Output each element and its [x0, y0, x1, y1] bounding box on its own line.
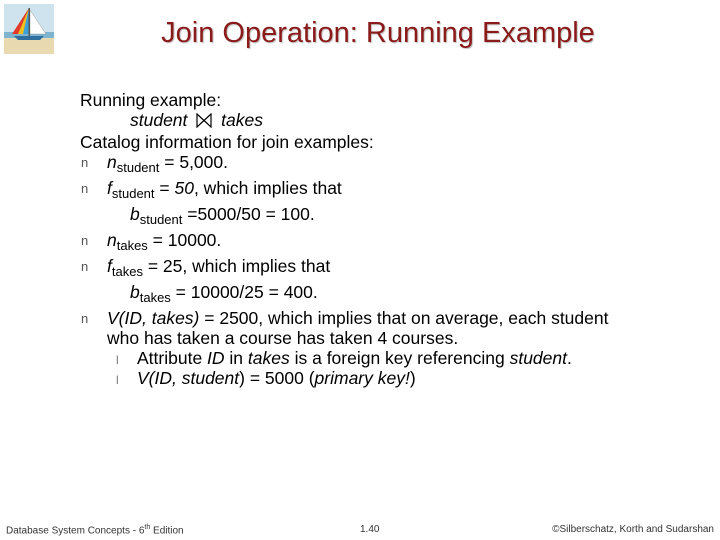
list-item	[80, 256, 700, 282]
footer-sup: th	[144, 524, 151, 531]
catalog-heading: Catalog information for join examples:	[80, 132, 374, 152]
text-part: Attribute	[137, 348, 208, 368]
subscript: takes	[139, 290, 171, 305]
value-text: =5000/50 = 100.	[182, 204, 315, 224]
sub-bullet-icon: l	[116, 373, 119, 387]
square-bullet-icon: n	[81, 233, 89, 248]
subscript: student	[116, 160, 160, 175]
list-item-continuation: who has taken a course has taken 4 courses.	[107, 328, 459, 348]
var-b: b	[130, 282, 140, 302]
footer-text: Edition	[150, 525, 184, 537]
text-part: in	[224, 348, 248, 368]
footer-copyright: ©Silberschatz, Korth and Sudarshan	[552, 524, 714, 535]
subscript: student	[139, 212, 183, 227]
list-item	[80, 152, 700, 178]
value-number: 50	[174, 178, 194, 198]
text-part: )	[409, 368, 416, 388]
square-bullet-icon: n	[81, 311, 89, 326]
list-item	[80, 178, 700, 204]
intro-label: Running example:	[80, 90, 222, 110]
var-f: f	[107, 256, 112, 276]
value-text: = 10000.	[147, 230, 222, 250]
list-item-continuation	[80, 204, 700, 230]
slide-body	[80, 90, 700, 388]
list-item	[80, 230, 700, 256]
list-item-continuation	[80, 282, 700, 308]
sub-bullet-icon: l	[116, 353, 119, 367]
subscript: takes	[116, 238, 148, 253]
square-bullet-icon: n	[81, 155, 89, 170]
value-text: = 10000/25 = 400.	[170, 282, 318, 302]
join-expression	[80, 110, 700, 132]
square-bullet-icon: n	[81, 181, 89, 196]
var-f: f	[107, 178, 112, 198]
right-relation: takes	[221, 110, 263, 130]
page-number: 1.40	[360, 524, 380, 535]
text-part: is a foreign key referencing	[289, 348, 510, 368]
text-part: V(ID, student	[137, 368, 240, 388]
text-part: ID	[207, 348, 225, 368]
square-bullet-icon: n	[81, 259, 89, 274]
value-text: =	[154, 178, 175, 198]
value-text: , which implies that	[193, 178, 342, 198]
text-part: ) = 5000 (	[239, 368, 315, 388]
footer-text: Database System Concepts - 6	[6, 525, 145, 537]
value-text: = 25, which implies that	[142, 256, 331, 276]
text-part: student	[509, 348, 567, 368]
distinct-values-expr: V(ID, takes)	[107, 308, 200, 328]
text-part: takes	[247, 348, 290, 368]
left-relation: student	[130, 110, 188, 130]
value-text: = 2500, which implies that on average, each student	[199, 308, 609, 328]
text-part: .	[566, 348, 572, 368]
natural-join-icon	[196, 112, 212, 132]
var-n: n	[107, 152, 117, 172]
footer-book-title	[6, 524, 184, 536]
text-part: primary key!	[314, 368, 410, 388]
var-n: n	[107, 230, 117, 250]
slide-title: Join Operation: Running Example	[161, 17, 595, 49]
sub-list-item	[80, 348, 700, 368]
sub-list-item	[80, 368, 700, 388]
value-text: = 5,000.	[159, 152, 228, 172]
subscript: takes	[111, 264, 143, 279]
var-b: b	[130, 204, 140, 224]
list-item	[80, 308, 700, 328]
subscript: student	[111, 186, 155, 201]
